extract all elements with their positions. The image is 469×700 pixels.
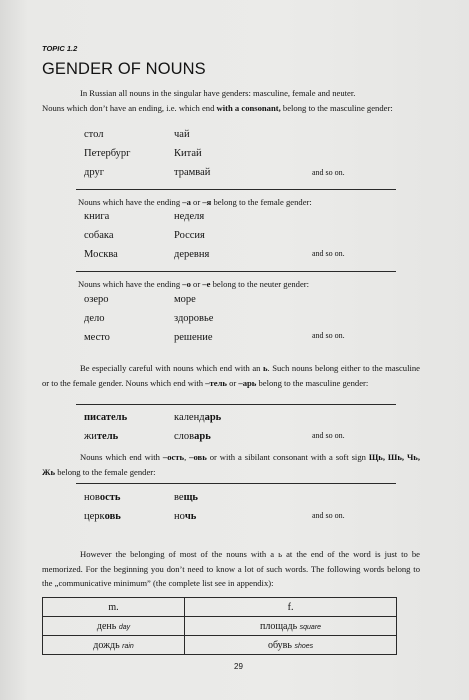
english-gloss: shoes — [294, 642, 314, 650]
word-part: но — [174, 511, 185, 522]
and-so-on: and so on. — [312, 168, 345, 177]
word-bold: арь — [204, 412, 222, 423]
word — [174, 491, 198, 505]
soft-sign: ь — [263, 363, 268, 373]
table-cell — [43, 617, 185, 636]
soft-sign-list: Щь, Шь, Чь, Жь — [42, 452, 420, 477]
paragraph-soft-sign — [42, 361, 420, 390]
ending: –овь — [189, 452, 207, 462]
divider — [76, 483, 396, 484]
word — [174, 510, 196, 524]
divider — [76, 189, 396, 190]
word-part: ве — [174, 492, 184, 503]
lead-text: belong to the female gender: — [211, 197, 312, 207]
word-bold: щь — [183, 492, 198, 503]
table-header-row — [43, 598, 397, 617]
and-so-on: and so on. — [312, 331, 345, 340]
word — [174, 430, 211, 444]
and-so-on: and so on. — [312, 431, 345, 440]
word — [84, 491, 120, 505]
divider — [76, 271, 396, 272]
word: трамвай — [174, 167, 211, 178]
paragraph-female-soft — [42, 450, 420, 479]
masc-text-2: belong to the masculine gender: — [280, 102, 393, 113]
intro-text: In Russian all nouns in the singular have genders: masculine, female and neuter. — [80, 88, 356, 98]
ending: –е — [202, 279, 211, 289]
russian-word: площадь — [260, 620, 298, 632]
word-bold: арь — [194, 431, 211, 442]
word: озеро — [84, 294, 109, 305]
english-gloss: square — [299, 623, 322, 631]
and-so-on: and so on. — [312, 511, 345, 520]
lead-text: Nouns which have the ending — [78, 197, 183, 207]
neuter-lead — [78, 277, 309, 291]
english-gloss: day — [118, 623, 131, 631]
masc-bold: with a consonant, — [216, 102, 281, 113]
word — [84, 411, 127, 425]
word-part: календ — [174, 412, 205, 423]
word: здоровье — [174, 313, 214, 324]
word — [174, 411, 221, 425]
para-text: Nouns which end with — [80, 452, 163, 462]
page-number: 29 — [234, 662, 243, 671]
russian-word: дождь — [93, 639, 120, 651]
divider — [76, 404, 396, 405]
word-bold: тель — [96, 431, 119, 442]
ending: –а — [182, 197, 191, 207]
ending: –ость — [162, 452, 185, 462]
lead-text: Nouns which have the ending — [78, 279, 183, 289]
word — [84, 510, 121, 524]
ending: –тель — [205, 377, 227, 388]
table-row — [43, 636, 397, 655]
word: Москва — [84, 249, 118, 260]
table-cell — [185, 617, 397, 636]
word: дело — [84, 313, 105, 324]
russian-word: день — [96, 620, 117, 632]
table-cell — [43, 636, 185, 655]
para-text: . Such nouns belong either to the masculine or to the female gender. Nouns which end with — [42, 363, 420, 388]
and-so-on: and so on. — [312, 249, 345, 258]
female-lead — [78, 195, 312, 209]
word: деревня — [174, 249, 210, 260]
para-text: Be especially careful with nouns which end with an — [80, 363, 263, 373]
word-part: слов — [174, 431, 195, 442]
paragraph-masculine — [42, 86, 420, 115]
table-row — [43, 617, 397, 636]
table-header: f. — [185, 598, 397, 617]
ending: –о — [182, 279, 191, 289]
word: книга — [84, 211, 110, 222]
word: Китай — [174, 148, 202, 159]
gender-table — [42, 597, 397, 655]
para-text: or with a sibilant consonant with a soft sign — [206, 452, 369, 462]
word-part: жи — [84, 431, 97, 442]
word-part: церк — [84, 511, 105, 522]
table-cell — [185, 636, 397, 655]
topic-label: TOPIC 1.2 — [42, 44, 78, 53]
lead-text: belong to the neuter gender: — [210, 279, 310, 289]
word: чай — [174, 129, 190, 140]
lead-text: or — [190, 197, 203, 207]
ending: –я — [202, 197, 212, 207]
word: Петербург — [84, 148, 131, 159]
word-bold: писатель — [84, 412, 128, 423]
word-bold: чь — [184, 511, 197, 522]
word-part: нов — [84, 492, 100, 503]
word: неделя — [174, 211, 205, 222]
table-header: m. — [43, 598, 185, 617]
para-text: belong to the female gender: — [55, 466, 156, 477]
word: стол — [84, 129, 104, 140]
word: Россия — [174, 230, 205, 241]
ending: –арь — [238, 377, 257, 388]
word: место — [84, 332, 110, 343]
para-text: belong to the masculine gender: — [256, 377, 369, 388]
russian-word: обувь — [267, 639, 292, 651]
page-title: GENDER OF NOUNS — [42, 60, 206, 78]
para-text: or — [226, 377, 239, 388]
paragraph-memorize: However the belonging of most of the nouns with a ь at the end of the word is just to be memorized. For the beginning you don’t need to know a lot of such words. The following words belong to the „communicative minimum” (the complete list see in appendix): — [42, 549, 420, 588]
word: море — [174, 294, 196, 305]
masc-text-1: Nouns which don’t have an ending, i.e. which end — [42, 102, 217, 113]
word — [84, 430, 118, 444]
word-bold: ость — [99, 492, 121, 503]
lead-text: or — [190, 279, 203, 289]
word-bold: овь — [104, 511, 121, 522]
word: друг — [84, 167, 105, 178]
english-gloss: rain — [122, 642, 134, 650]
word: решение — [174, 332, 213, 343]
para-text: , — [184, 452, 190, 462]
word: собака — [84, 230, 114, 241]
